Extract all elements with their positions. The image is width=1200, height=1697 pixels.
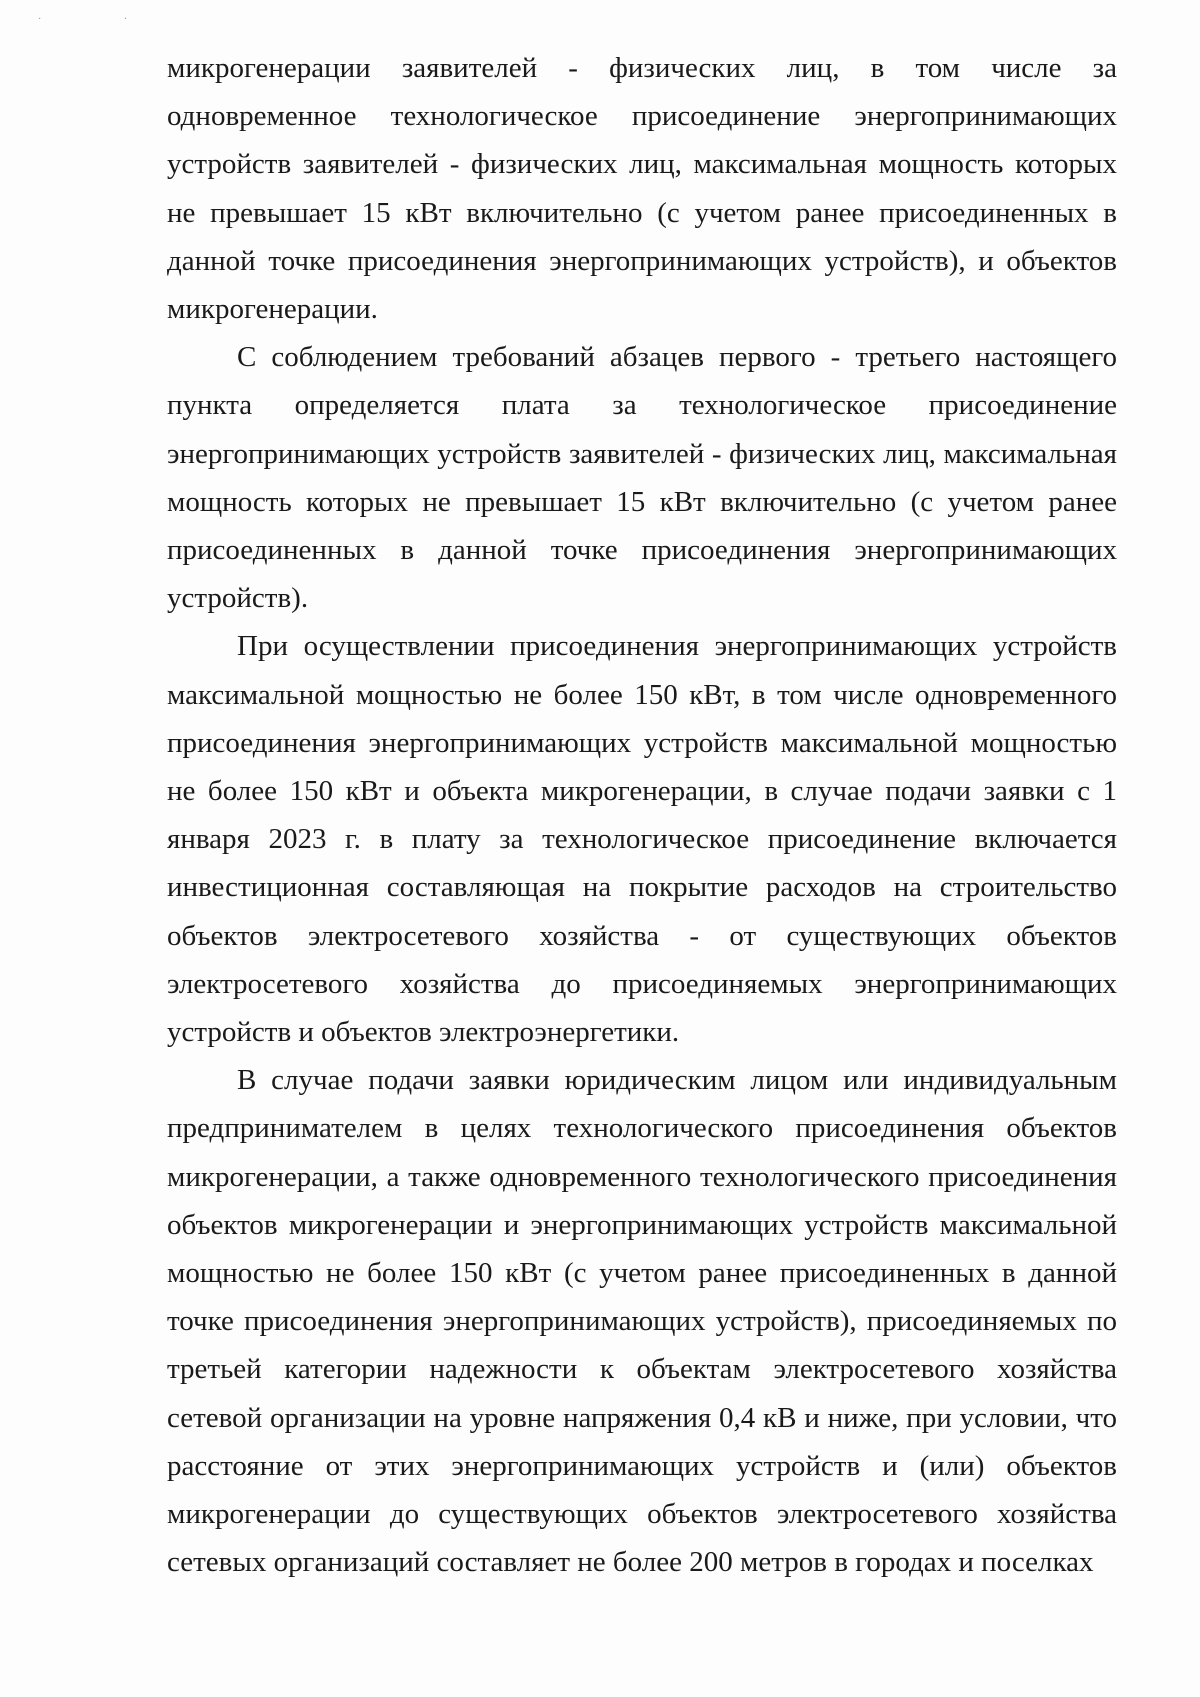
paragraph-investment-component: При осуществлении присоединения энергопринимающих устройств максимальной мощностью не более 150 кВт, в том числе одновременного присоединения энергопринимающих устройств максимальной мощностью не более 150 кВт и объекта микрогенерации, в случае подачи заявки с 1 января 2023 г. в плату за технологическое присоединение включается инвестиционная составляющая на покрытие расходов на строительство объектов электросетевого хозяйства - от существующих объектов электросетевого хозяйства до присоединяемых энергопринимающих устройств и объектов электроэнергетики. <box>167 630 1117 1049</box>
scan-marks: · · <box>38 14 168 25</box>
paragraph-legal-entity-application: В случае подачи заявки юридическим лицом или индивидуальным предпринимателем в целях технологического присоединения объектов микрогенерации, а также одновременного технологического присоединения объектов микрогенерации и энергопринимающих устройств максимальной мощностью не более 150 кВт (с учетом ранее присоединенных в данной точке присоединения энергопринимающих устройств), присоединяемых по третьей категории надежности к объектам электросетевого хозяйства сетевой организации на уровне напряжения 0,4 кВ и ниже, при условии, что расстояние от этих энергопринимающих устройств и (или) объектов микрогенерации до существующих объектов электросетевого хозяйства сетевых организаций составляет не более 200 метров в городах и поселках <box>167 1064 1117 1579</box>
document-body <box>167 44 1117 1587</box>
paragraph-continuation: микрогенерации заявителей - физических лиц, в том числе за одновременное технологическое присоединение энергопринимающих устройств заявителей - физических лиц, максимальная мощность которых не превышает 15 кВт включительно (с учетом ранее присоединенных в данной точке присоединения энергопринимающих устройств), и объектов микрогенерации. <box>167 52 1117 326</box>
paragraph-fee-determination: С соблюдением требований абзацев первого - третьего настоящего пункта определяется плата за технологическое присоединение энергопринимающих устройств заявителей - физических лиц, максимальная мощность которых не превышает 15 кВт включительно (с учетом ранее присоединенных в данной точке присоединения энергопринимающих устройств). <box>167 341 1117 615</box>
